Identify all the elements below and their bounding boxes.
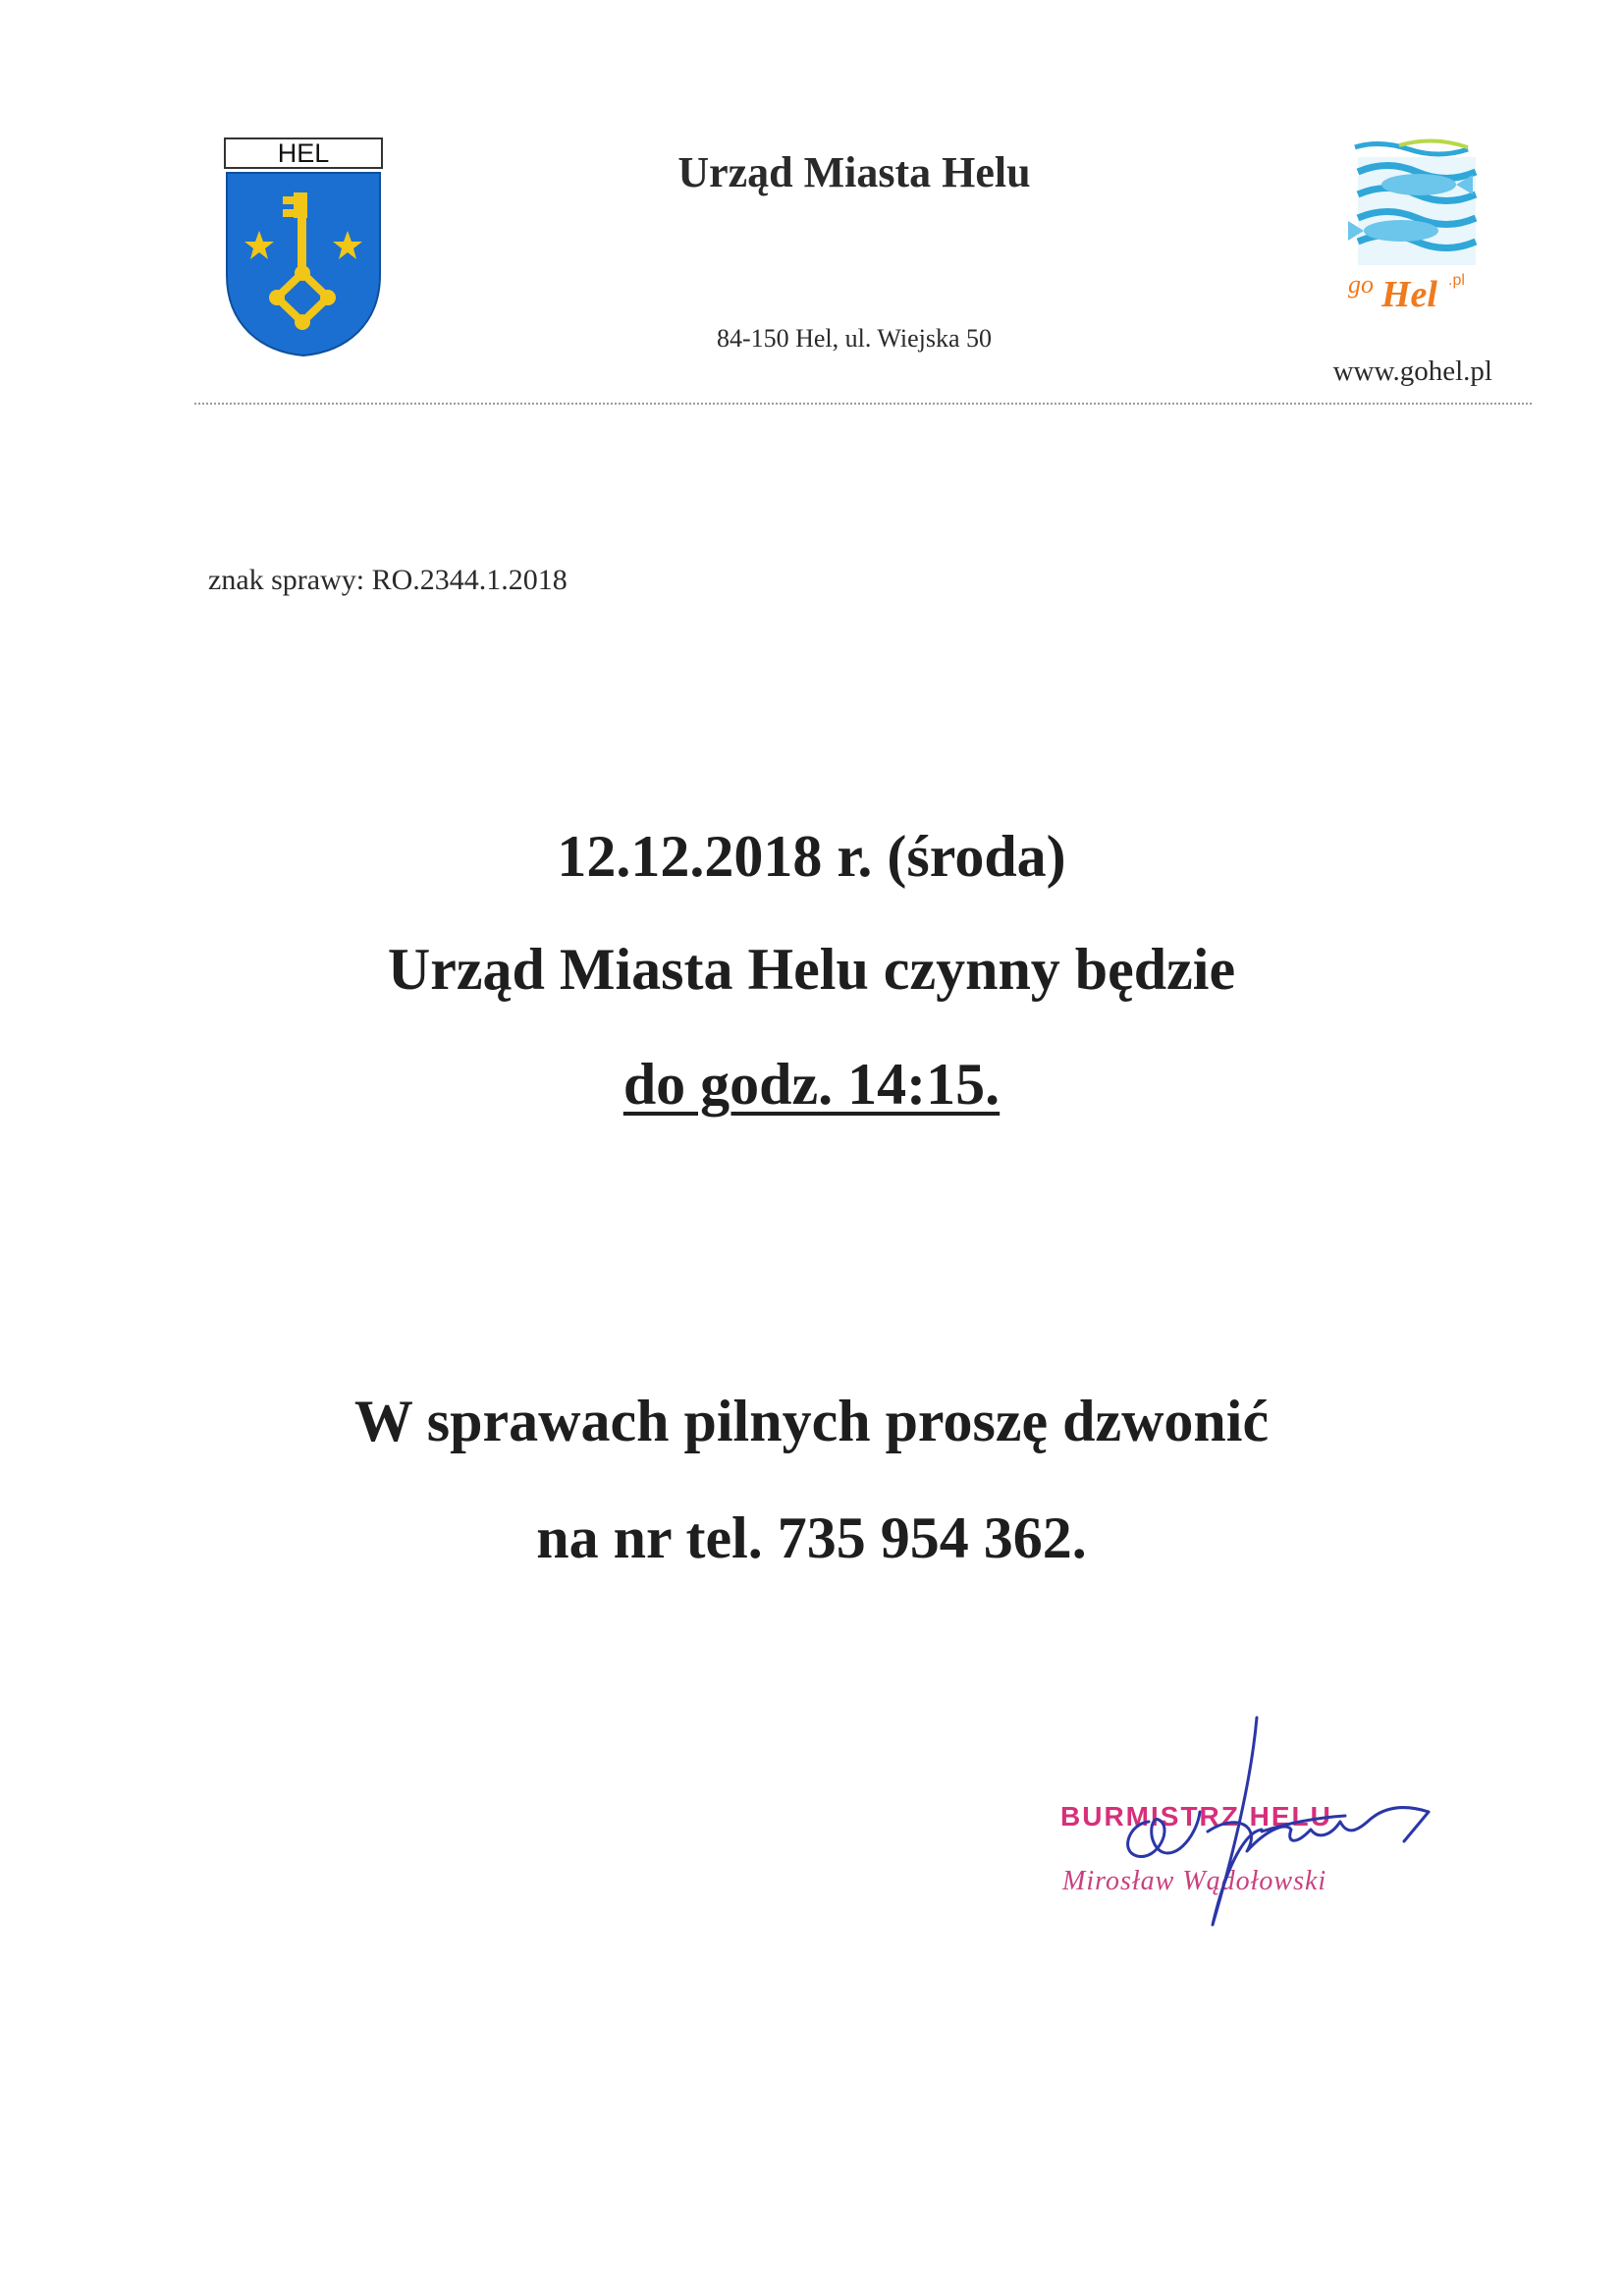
notice-urgent: W sprawach pilnych proszę dzwonić: [353, 1389, 1270, 1453]
case-reference: znak sprawy: RO.2344.1.2018: [208, 564, 568, 596]
notice-date: 12.12.2018 r. (środa): [557, 824, 1066, 889]
notice-phone: na nr tel. 735 954 362.: [536, 1505, 1087, 1570]
hel-coat-of-arms: [224, 137, 385, 358]
svg-text:Hel: Hel: [1381, 274, 1437, 314]
crest-icon: [224, 137, 385, 358]
stamp-name: Mirosław Wądołowski: [1062, 1866, 1327, 1896]
office-address: 84-150 Hel, ul. Wiejska 50: [716, 324, 993, 353]
gohel-logo-icon: [1340, 137, 1488, 314]
notice-office-hours: Urząd Miasta Helu czynny będzie: [387, 937, 1236, 1002]
closing-time-text: do godz. 14:15.: [622, 1052, 1001, 1117]
svg-text:go: go: [1348, 270, 1374, 299]
signature-icon: [1090, 1714, 1443, 1940]
gohel-logo: [1340, 137, 1488, 314]
svg-text:.pl: .pl: [1448, 272, 1465, 289]
stamp-title: BURMISTRZ HELU: [1060, 1801, 1332, 1831]
handwritten-signature: [1090, 1714, 1443, 1940]
header-divider: [194, 403, 1532, 405]
office-title: Urząd Miasta Helu: [677, 148, 1031, 196]
notice-closing-time: [196, 1051, 1427, 1119]
crest-label: HEL: [277, 138, 330, 168]
website-link[interactable]: www.gohel.pl: [1332, 355, 1492, 387]
